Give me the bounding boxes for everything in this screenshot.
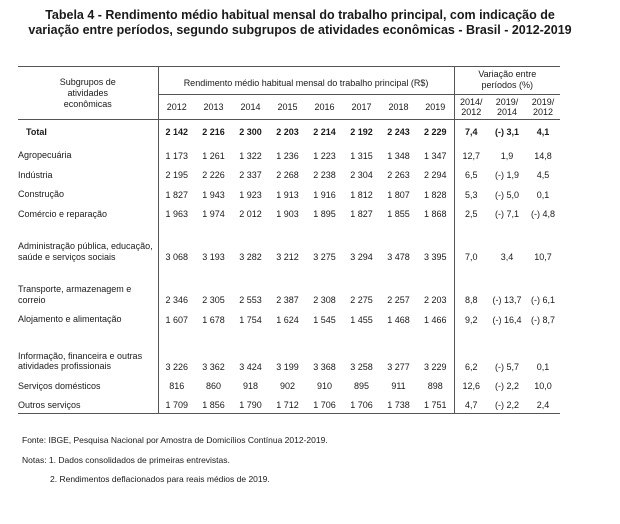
income-cell: 2 195 — [158, 164, 195, 184]
income-cell: 1 913 — [276, 189, 299, 200]
income-cell: 2 203 — [276, 127, 299, 137]
income-cell: 1 607 — [158, 308, 195, 328]
table-row — [18, 375, 560, 395]
year-header-cell: 2017 — [343, 95, 380, 120]
variation-period-bottom: 2012 — [461, 107, 482, 117]
income-cell: 2 214 — [313, 127, 336, 137]
income-cell: 1 855 — [387, 209, 410, 219]
income-cell: 3 282 — [239, 252, 262, 262]
note-1: Notas: 1. Dados consolidados de primeiras entrevistas. — [22, 455, 230, 465]
income-cell: 1 790 — [232, 394, 269, 414]
variation-cell: (-) 2,2 — [488, 394, 526, 414]
income-cell: 1 678 — [202, 314, 225, 325]
variation-period-top: 2014/ — [460, 97, 483, 107]
row-label: Transporte, armazenagem e correio — [18, 284, 132, 305]
income-cell: 895 — [353, 381, 370, 391]
table-row — [18, 144, 560, 164]
income-cell: 816 — [158, 375, 195, 395]
variation-header: Variação entre períodos (%) — [454, 67, 560, 95]
income-cell: 1 812 — [350, 189, 373, 200]
income-cell: 2 226 — [202, 170, 225, 180]
row-label: Comércio e reparação — [18, 208, 108, 219]
table-row — [18, 328, 560, 375]
income-cell: 3 362 — [202, 361, 225, 372]
income-cell: 1 943 — [202, 189, 225, 200]
income-cell: 2 268 — [276, 170, 299, 180]
variation-cell: 4,7 — [454, 394, 488, 414]
income-cell: 2 257 — [387, 295, 410, 305]
variation-cell: 1,9 — [500, 150, 514, 161]
income-cell: 2 300 — [239, 127, 262, 137]
income-cell: 2 304 — [350, 170, 373, 180]
income-cell: 1 545 — [313, 314, 336, 325]
variation-period-bottom: 2012 — [533, 107, 554, 117]
year-header-cell: 2019 — [417, 95, 454, 120]
income-cell: 3 424 — [239, 361, 262, 372]
variation-cell: 12,6 — [454, 375, 488, 395]
income-cell: 1 754 — [239, 314, 262, 325]
table-row — [18, 222, 560, 265]
income-cell: 1 856 — [195, 394, 232, 414]
income-cell: 3 275 — [313, 252, 336, 262]
table-row — [18, 308, 560, 328]
income-cell: 1 827 — [350, 209, 373, 219]
income-cell: 1 347 — [423, 150, 447, 161]
income-cell: 1 868 — [423, 209, 447, 219]
variation-cell: (-) 2,2 — [495, 381, 520, 391]
income-cell: 1 712 — [269, 394, 306, 414]
variation-cell: (-) 1,9 — [495, 170, 520, 180]
income-cell: 1 173 — [158, 144, 195, 164]
income-cell: 3 229 — [423, 361, 447, 372]
income-cell: 860 — [205, 381, 222, 391]
income-cell: 1 466 — [423, 314, 447, 325]
variation-period-header — [488, 95, 526, 120]
table-row — [18, 203, 560, 223]
income-cell: 3 226 — [158, 328, 195, 375]
income-cell: 2 238 — [313, 170, 336, 180]
income-cell: 1 751 — [417, 394, 454, 414]
variation-cell: 4,1 — [536, 127, 550, 137]
income-cell: 2 275 — [350, 295, 373, 305]
income-cell: 1 903 — [276, 209, 299, 219]
variation-period-top: 2019/ — [531, 97, 555, 107]
variation-cell: 4,5 — [536, 170, 550, 180]
table-title: Tabela 4 - Rendimento médio habitual mensal do trabalho principal, com indicação de variação entre períodos, segundo subgrupos de atividades econômicas - Brasil - 2012-2019 — [28, 8, 572, 37]
variation-cell: (-) 16,4 — [492, 314, 522, 325]
year-header-cell: 2018 — [380, 95, 417, 120]
group-column-header: Subgrupos de atividades econômicas — [18, 67, 158, 120]
row-label: Construção — [18, 189, 65, 199]
income-cell: 1 923 — [239, 189, 262, 200]
income-cell: 898 — [427, 381, 443, 391]
variation-cell: (-) 5,7 — [495, 361, 520, 372]
variation-cell: 0,1 — [536, 189, 550, 200]
table-row — [18, 265, 560, 308]
variation-cell: (-) 4,8 — [531, 209, 556, 219]
variation-cell: (-) 6,1 — [531, 295, 556, 305]
income-cell: 2 294 — [423, 170, 447, 180]
year-header-cell: 2016 — [306, 95, 343, 120]
year-header-cell: 2012 — [158, 95, 195, 120]
variation-cell: 12,7 — [454, 144, 488, 164]
variation-cell: 9,2 — [454, 308, 488, 328]
row-label: Administração pública, educação, saúde e serviços sociais — [18, 241, 153, 262]
income-table — [18, 66, 560, 414]
table-body — [18, 120, 560, 414]
variation-cell: 10,0 — [534, 381, 552, 391]
income-cell: 2 243 — [387, 127, 410, 137]
income-cell: 1 223 — [313, 150, 336, 161]
income-cell: 911 — [391, 381, 406, 391]
year-header-cell: 2015 — [269, 95, 306, 120]
income-cell: 1 706 — [343, 394, 380, 414]
income-cell: 1 706 — [306, 394, 343, 414]
income-cell: 3 199 — [276, 361, 299, 372]
income-cell: 3 368 — [313, 361, 336, 372]
variation-period-top: 2019/ — [495, 97, 519, 107]
income-cell: 910 — [316, 381, 333, 391]
variation-cell: 7,4 — [454, 120, 488, 145]
income-cell: 3 294 — [350, 252, 373, 262]
income-cell: 3 068 — [158, 222, 195, 265]
variation-cell: (-) 5,0 — [495, 189, 520, 200]
variation-cell: 5,3 — [454, 183, 488, 203]
income-cell: 2 263 — [387, 170, 410, 180]
variation-cell: (-) 8,7 — [531, 314, 556, 325]
income-cell: 1 828 — [423, 189, 447, 200]
variation-cell: 6,5 — [454, 164, 488, 184]
income-cell: 1 455 — [350, 314, 373, 325]
income-cell: 3 212 — [276, 252, 299, 262]
variation-cell: (-) 3,1 — [495, 127, 520, 137]
income-cell: 1 261 — [202, 150, 225, 161]
variation-period-header — [526, 95, 560, 120]
row-label: Alojamento e alimentação — [18, 314, 122, 324]
income-cell: 1 322 — [239, 150, 262, 161]
variation-cell: 7,0 — [454, 222, 488, 265]
variation-period-bottom: 2014 — [497, 107, 518, 117]
income-cell: 2 308 — [313, 295, 336, 305]
variation-cell: 0,1 — [536, 361, 550, 372]
income-cell: 3 478 — [387, 252, 410, 262]
row-label: Indústria — [18, 169, 53, 180]
row-label: Informação, financeira e outras atividades profissionais — [18, 350, 143, 371]
income-cell: 3 193 — [202, 252, 225, 262]
income-cell: 2 012 — [239, 209, 262, 219]
income-cell: 2 216 — [202, 127, 225, 137]
variation-cell: (-) 13,7 — [492, 295, 522, 305]
variation-cell: 14,8 — [534, 150, 552, 161]
variation-cell: 2,4 — [526, 394, 560, 414]
table-row — [18, 394, 560, 414]
row-label: Agropecuária — [18, 150, 72, 160]
table-row — [18, 120, 560, 145]
income-cell: 1 974 — [202, 209, 225, 219]
income-cell: 2 346 — [158, 265, 195, 308]
income-cell: 1 468 — [387, 314, 410, 325]
variation-cell: 3,4 — [500, 252, 514, 262]
row-label: Serviços domésticos — [18, 380, 101, 391]
income-cell: 1 624 — [276, 314, 299, 325]
income-cell: 3 258 — [350, 361, 373, 372]
income-cell: 902 — [279, 381, 296, 391]
income-cell: 2 337 — [239, 170, 262, 180]
variation-cell: 10,7 — [534, 252, 552, 262]
variation-cell: 8,8 — [454, 265, 488, 308]
table-row — [18, 164, 560, 184]
variation-cell: 6,2 — [454, 328, 488, 375]
source-note: Fonte: IBGE, Pesquisa Nacional por Amostra de Domicílios Contínua 2012-2019. — [22, 435, 328, 445]
income-cell: 2 203 — [423, 295, 447, 305]
income-cell: 1 895 — [313, 209, 336, 219]
income-cell: 1 963 — [158, 203, 195, 223]
income-cell: 2 229 — [423, 127, 447, 137]
income-cell: 2 192 — [350, 127, 373, 137]
income-cell: 1 709 — [158, 394, 195, 414]
income-cell: 1 236 — [276, 150, 299, 161]
table-row — [18, 183, 560, 203]
variation-period-header — [454, 95, 488, 120]
income-header: Rendimento médio habitual mensal do trabalho principal (R$) — [158, 67, 454, 95]
income-cell: 2 553 — [239, 295, 262, 305]
variation-cell: 2,5 — [454, 203, 488, 223]
row-label: Total — [26, 126, 47, 137]
income-cell: 1 827 — [158, 183, 195, 203]
row-label: Outros serviços — [18, 394, 158, 414]
income-cell: 918 — [242, 381, 259, 391]
income-cell: 3 277 — [387, 361, 410, 372]
income-cell: 3 395 — [423, 252, 447, 262]
income-cell: 2 387 — [276, 295, 299, 305]
year-header-cell: 2013 — [195, 95, 232, 120]
income-cell: 1 348 — [387, 150, 410, 161]
income-cell: 2 142 — [158, 120, 195, 145]
income-cell: 1 807 — [387, 189, 410, 200]
note-2: 2. Rendimentos deflacionados para reais médios de 2019. — [50, 474, 270, 484]
income-cell: 1 738 — [380, 394, 417, 414]
income-cell: 1 315 — [350, 150, 373, 161]
variation-cell: (-) 7,1 — [495, 209, 520, 219]
income-cell: 1 916 — [313, 189, 336, 200]
year-header-cell: 2014 — [232, 95, 269, 120]
income-cell: 2 305 — [202, 295, 225, 305]
